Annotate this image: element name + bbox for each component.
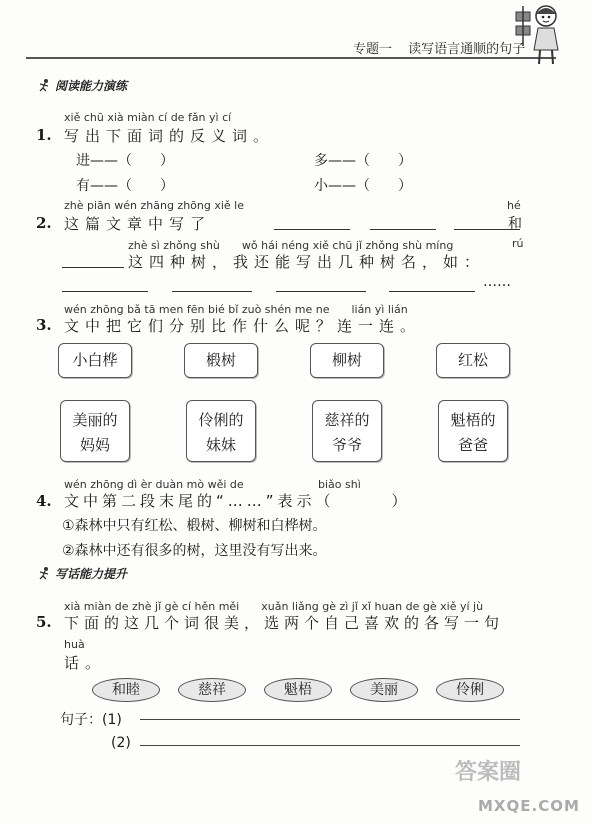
tree-label: 椴树 bbox=[205, 351, 236, 369]
header-divider bbox=[26, 57, 556, 59]
sentence-label-2: (2) bbox=[111, 735, 131, 751]
header-subtitle: 读写语言通顺的句子 bbox=[408, 42, 526, 57]
q2-pinyin-1: zhè piān wén zhāng zhōng xiě le bbox=[64, 199, 245, 212]
blank[interactable] bbox=[276, 277, 366, 292]
answer-line-2[interactable] bbox=[140, 745, 520, 746]
tree-box[interactable] bbox=[184, 343, 258, 378]
tree-label: 小白桦 bbox=[72, 351, 118, 369]
person-box[interactable] bbox=[186, 400, 256, 462]
q2-text-2: 这四种树，我还能写出几种树名，如： bbox=[128, 253, 486, 271]
q4-pinyin-b: biǎo shì bbox=[318, 478, 361, 491]
person-adjective: 美丽的 bbox=[72, 411, 118, 429]
tree-box[interactable] bbox=[58, 343, 132, 378]
word-oval[interactable] bbox=[436, 678, 504, 702]
header bbox=[353, 38, 525, 57]
person-adjective: 魁梧的 bbox=[450, 411, 496, 429]
word-oval[interactable] bbox=[178, 678, 246, 702]
word-label: 伶俐 bbox=[456, 682, 484, 698]
q3-number: 3. bbox=[36, 316, 52, 334]
q2-ellipsis: …… bbox=[483, 274, 511, 290]
person-adjective: 伶俐的 bbox=[198, 411, 244, 429]
q3-text: 文中把它们分别比作什么呢？连一连。 bbox=[64, 317, 422, 335]
sentence-label-1: 句子：(1) bbox=[60, 712, 122, 728]
q1-item-4: 小——（ ） bbox=[314, 178, 412, 194]
q4-option-1: ①森林中只有红松、椴树、柳树和白桦树。 bbox=[62, 518, 327, 534]
section-writing bbox=[37, 565, 127, 582]
q2-pinyin-he: hé bbox=[507, 199, 521, 212]
answer-line-1[interactable] bbox=[140, 719, 520, 720]
tree-box[interactable] bbox=[310, 343, 384, 378]
person-noun: 爸爸 bbox=[457, 436, 488, 454]
q2-he: 和 bbox=[508, 216, 522, 232]
tree-label: 红松 bbox=[457, 351, 488, 369]
q4-option-2: ②森林中还有很多的树，这里没有写出来。 bbox=[62, 543, 327, 559]
q2-blanks-row1 bbox=[274, 213, 520, 232]
person-noun: 妈妈 bbox=[79, 436, 110, 454]
q5-text-2: 话。 bbox=[64, 654, 107, 672]
q2-blanks-row2 bbox=[62, 275, 475, 294]
q2-pinyin-2: zhè sì zhǒng shù wǒ hái néng xiě chū jǐ zhǒng shù míng bbox=[128, 239, 454, 252]
header-topic: 专题一 bbox=[353, 42, 393, 57]
blank[interactable] bbox=[389, 277, 475, 292]
word-oval[interactable] bbox=[350, 678, 418, 702]
q2-text-1: 这篇文章中写了 bbox=[64, 215, 212, 233]
watermark-url: MXQE.COM bbox=[478, 797, 580, 815]
q1-item-1: 进——（ ） bbox=[76, 153, 174, 169]
word-oval[interactable] bbox=[92, 678, 160, 702]
q5-text-1: 下面的这几个词很美，选两个自己喜欢的各写一句 bbox=[64, 614, 505, 632]
cartoon-girl-icon bbox=[512, 2, 564, 66]
word-label: 和睦 bbox=[112, 682, 140, 698]
person-box[interactable] bbox=[438, 400, 508, 462]
person-box[interactable] bbox=[312, 400, 382, 462]
word-label: 美丽 bbox=[370, 682, 398, 698]
q5-number: 5. bbox=[36, 613, 52, 631]
blank[interactable] bbox=[274, 215, 350, 230]
q1-item-2: 多——（ ） bbox=[314, 153, 412, 169]
section-reading bbox=[37, 77, 127, 94]
blank[interactable] bbox=[62, 253, 124, 268]
q1-pinyin: xiě chū xià miàn cí de fǎn yì cí bbox=[64, 111, 232, 124]
q4-pinyin: wén zhōng dì èr duàn mò wěi de bbox=[64, 478, 244, 491]
q1-item-3: 有——（ ） bbox=[76, 178, 174, 194]
blank[interactable] bbox=[370, 215, 436, 230]
q2-pinyin-ru: rú bbox=[512, 237, 524, 250]
q2-number: 2. bbox=[36, 214, 52, 232]
tree-label: 柳树 bbox=[331, 351, 362, 369]
q1-number: 1. bbox=[36, 126, 52, 144]
q4-text: 文中第二段末尾的“……”表示（ ） bbox=[64, 492, 411, 510]
section-writing-label: 写话能力提升 bbox=[55, 567, 128, 581]
blank[interactable] bbox=[172, 277, 252, 292]
word-oval[interactable] bbox=[264, 678, 332, 702]
word-label: 慈祥 bbox=[198, 682, 226, 698]
q5-pinyin-1: xià miàn de zhè jǐ gè cí hěn měi xuǎn liǎng gè zì jǐ xǐ huan de gè xiě yí jù bbox=[64, 600, 484, 613]
tree-box[interactable] bbox=[436, 343, 510, 378]
person-noun: 妹妹 bbox=[205, 436, 236, 454]
q4-number: 4. bbox=[36, 492, 52, 510]
blank[interactable] bbox=[62, 277, 148, 292]
person-box[interactable] bbox=[60, 400, 130, 462]
q3-pinyin: wén zhōng bǎ tā men fēn bié bǐ zuò shén me ne lián yì lián bbox=[64, 303, 408, 316]
person-adjective: 慈祥的 bbox=[324, 411, 370, 429]
watermark-logo: 答案圈 bbox=[455, 760, 522, 785]
q1-text: 写出下面词的反义词。 bbox=[64, 127, 275, 145]
runner-icon bbox=[37, 566, 51, 580]
word-label: 魁梧 bbox=[284, 682, 312, 698]
runner-icon bbox=[37, 78, 51, 92]
section-reading-label: 阅读能力演练 bbox=[55, 79, 128, 93]
q5-pinyin-2: huà bbox=[64, 638, 85, 651]
person-noun: 爷爷 bbox=[331, 436, 362, 454]
